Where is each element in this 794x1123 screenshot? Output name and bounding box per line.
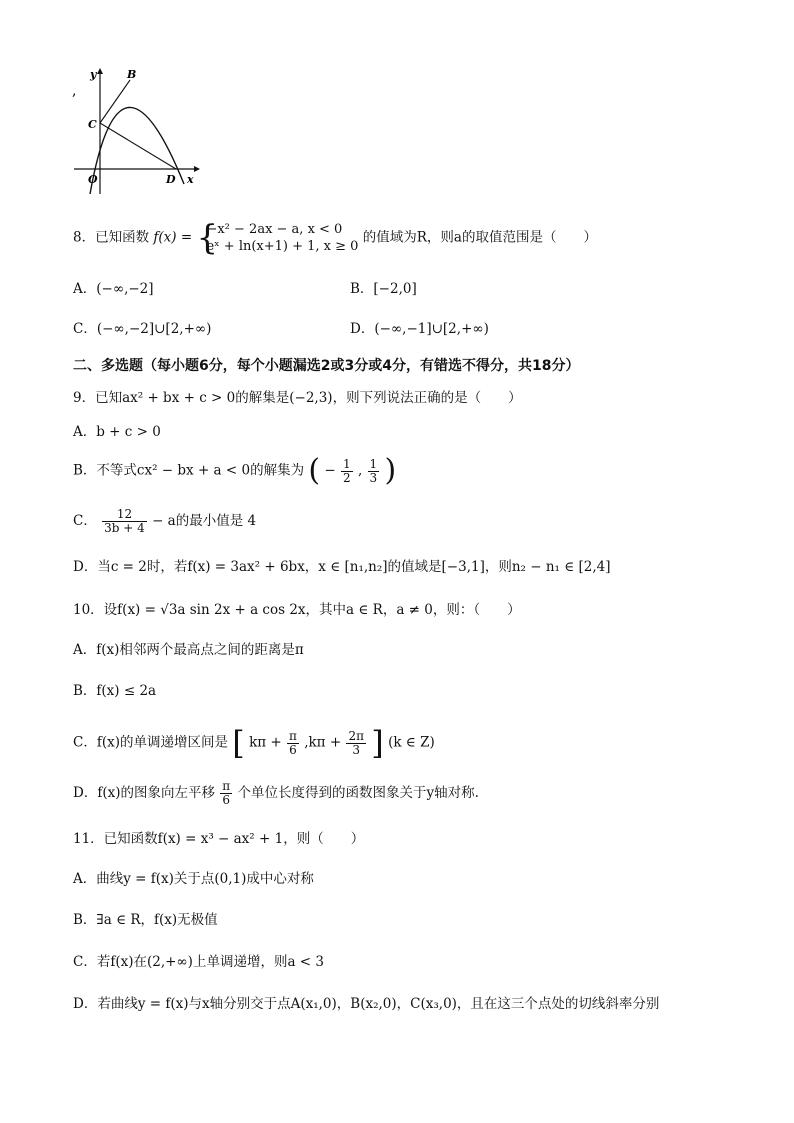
q11-option-d: D．若曲线y = f(x)与x轴分别交于点A(x₁,0)，B(x₂,0)，C(x₃,0)，且在这三个点处的切线斜率分别 bbox=[73, 996, 660, 1012]
q9-b-frac1 bbox=[341, 458, 353, 485]
q9-c-frac bbox=[102, 508, 147, 535]
q8-option-d: D．(−∞,−1]∪[2,+∞) bbox=[350, 321, 489, 337]
label-c: C bbox=[88, 118, 97, 131]
q9-b-den1: 2 bbox=[343, 470, 351, 485]
label-x: x bbox=[187, 173, 194, 186]
label-y: y bbox=[90, 68, 97, 81]
y-axis-arrow bbox=[97, 68, 103, 74]
q8-piecewise bbox=[196, 218, 359, 258]
q8-option-b: B．[−2,0] bbox=[350, 281, 417, 297]
q10-c-frac1 bbox=[287, 730, 299, 757]
q10-c-rbracket: ] bbox=[371, 724, 384, 762]
q9-b-lparen: ( bbox=[308, 453, 321, 488]
q10-d-den: 6 bbox=[222, 793, 231, 807]
q9-b-comma: , bbox=[357, 462, 363, 479]
q9-b-den2: 3 bbox=[369, 470, 378, 485]
q10-c-k2: ,kπ + bbox=[304, 734, 342, 751]
q8-brace: { bbox=[196, 218, 219, 258]
q10-option-c bbox=[73, 724, 435, 762]
q9-c-pre: C． bbox=[73, 513, 97, 529]
q10-stem: 10．设f(x) = √3a sin 2x + a cos 2x，其中a ∈ R，a ≠ 0，则：（ ） bbox=[73, 602, 521, 618]
q8-eq: = bbox=[180, 229, 193, 246]
x-axis-arrow bbox=[194, 166, 200, 172]
q10-option-d bbox=[73, 780, 479, 807]
q9-c-num: 12 bbox=[102, 508, 147, 522]
q10-option-b: B．f(x) ≤ 2a bbox=[73, 683, 157, 699]
q8-number: 8．已知函数 bbox=[73, 229, 150, 246]
q8-case2: eˣ + ln(x+1) + 1, x ≥ 0 bbox=[206, 239, 359, 254]
q11-option-a: A．曲线y = f(x)关于点(0,1)成中心对称 bbox=[73, 871, 314, 887]
q8-option-a: A．(−∞,−2] bbox=[73, 281, 154, 297]
q9-c-den: 3b + 4 bbox=[104, 521, 145, 535]
q10-c-num1: π bbox=[289, 728, 297, 743]
segment-cd bbox=[100, 123, 176, 169]
q10-option-a: A．f(x)相邻两个最高点之间的距离是π bbox=[73, 642, 304, 658]
q9-option-d: D．当c = 2时，若f(x) = 3ax² + 6bx，x ∈ [n₁,n₂]的值域是[−3,1]，则n₂ − n₁ ∈ [2,4] bbox=[73, 559, 611, 575]
q10-c-k1: kπ + bbox=[249, 734, 282, 751]
q10-d-tail: 个单位长度得到的函数图象关于y轴对称. bbox=[237, 785, 479, 801]
q8-option-c: C．(−∞,−2]∪[2,+∞) bbox=[73, 321, 212, 337]
q9-c-tail: − a的最小值是 4 bbox=[152, 513, 257, 529]
q10-c-den2: 3 bbox=[352, 742, 361, 757]
q9-b-rparen: ) bbox=[384, 453, 397, 488]
label-d: D bbox=[166, 173, 176, 186]
q9-b-minus: − bbox=[324, 462, 336, 479]
q8-tail: 的值域为R，则a的取值范围是（ ） bbox=[362, 229, 597, 246]
q8-case1: −x² − 2ax − a, x < 0 bbox=[206, 222, 343, 237]
q11-option-c: C．若f(x)在(2,+∞)上单调递增，则a < 3 bbox=[73, 954, 324, 970]
q8-stem bbox=[73, 218, 597, 258]
q9-stem: 9．已知ax² + bx + c > 0的解集是(−2,3)，则下列说法正确的是（ ） bbox=[73, 390, 522, 406]
q9-option-a: A．b + c > 0 bbox=[73, 424, 161, 440]
leading-mark: , bbox=[72, 83, 77, 99]
section2-title: 二、多选题（每小题6分，每个小题漏选2或3分或4分，有错选不得分，共18分） bbox=[73, 358, 580, 374]
q10-d-num: π bbox=[222, 779, 231, 793]
q11-stem: 11．已知函数f(x) = x³ − ax² + 1，则（ ） bbox=[73, 831, 365, 847]
q10-c-den1: 6 bbox=[289, 742, 297, 757]
q9-option-b bbox=[73, 453, 397, 488]
q11-option-b: B．∃a ∈ R，f(x)无极值 bbox=[73, 912, 218, 928]
label-o: O bbox=[88, 173, 98, 186]
q9-b-frac2 bbox=[368, 458, 380, 485]
q9-option-c bbox=[73, 508, 256, 535]
q10-d-pre: D．f(x)的图象向左平移 bbox=[73, 785, 215, 801]
q10-c-num2: 2π bbox=[348, 728, 364, 743]
q9-b-num2: 1 bbox=[369, 456, 378, 471]
label-b: B bbox=[127, 68, 137, 81]
q10-c-frac2 bbox=[346, 730, 366, 757]
q10-c-lbracket: [ bbox=[232, 724, 245, 762]
q10-c-pre: C．f(x)的单调递增区间是 bbox=[73, 734, 228, 751]
q9-b-pre: B．不等式cx² − bx + a < 0的解集为 bbox=[73, 462, 305, 479]
q9-b-num1: 1 bbox=[343, 456, 351, 471]
parabola-figure bbox=[62, 66, 202, 196]
q8-func: f(x) bbox=[153, 229, 177, 246]
q10-c-tail: (k ∈ Z) bbox=[388, 734, 435, 751]
q10-d-frac bbox=[220, 780, 232, 807]
